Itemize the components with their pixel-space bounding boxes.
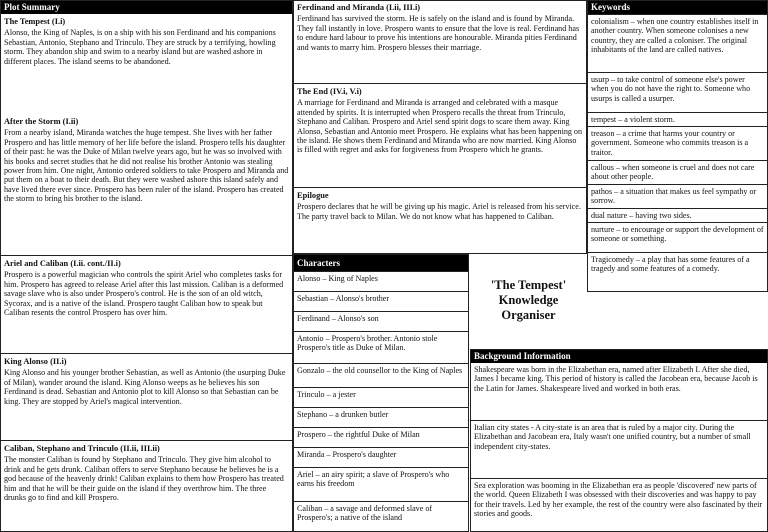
section-body: Prospero is a powerful magician who controls the spirit Ariel who completes tasks for him. Prospero has agreed to release Ariel after this last mission. Caliban is a deformed savage slave who is also under Prospero's control. He is the son of an old witch, Sycorax, and is a native of the island. Prospero taught Caliban how to speak but Caliban resents the control Prospero has over him.	[4, 270, 284, 318]
section-body: King Alonso and his younger brother Sebastian, as well as Antonio (the usurping Duke of Milan), wander around the island. King Alonso weeps as he believes his son Ferdinand is dead. Sebastian and Antonio plot to kill Alonso so that Sebastian can be king. They are stopped by Ariel's magical intervention.	[4, 368, 286, 406]
character-item: Gonzalo – the old counsellor to the King of Naples	[294, 363, 468, 387]
keyword-item: dual nature – having two sides.	[588, 208, 767, 222]
keywords-panel	[587, 0, 768, 292]
keyword-item: colonialism – when one country establishes itself in another country. When someone colonises a new country, they are called a coloniser. The original inhabitants of the land are called natives.	[588, 14, 767, 72]
section-body: From a nearby island, Miranda watches the huge tempest. She lives with her father Prospero and has little memory of her life before the island. Prospero tells his daughter of their past: he was the Duke of Milan twelve years ago, but he was so involved with his books and secret studies that he did not realise his brother Antonio was stealing power from him. One night, Antonio ordered soldiers to take Prospero and Miranda and put them on a boat to their death. But they were washed ashore this island safely and have lived there ever since. Prospero has been ruler of the island. Prospero has created the storm to bring his brother to the island.	[4, 128, 289, 204]
section-title: Ferdinand and Miranda (I.ii, III.i)	[297, 3, 421, 12]
section-title: King Alonso (II.i)	[4, 357, 67, 366]
background-item: Shakespeare was born in the Elizabethan era, named after Elizabeth I. After she died, James I became king. This period of history is called the Jacobean era, because Jacob is the Latin for James. Shakespeare lived and worked in both eras.	[474, 365, 758, 393]
keyword-item: pathos – a situation that makes us feel sympathy or sorrow.	[588, 184, 767, 208]
section-title: Caliban, Stephano and Trinculo (II.ii, III.ii)	[4, 444, 160, 453]
character-item: Prospero – the rightful Duke of Milan	[294, 427, 468, 447]
page-title	[470, 278, 587, 323]
keyword-item: Tragicomedy – a play that has some features of a tragedy and some features of a comedy.	[588, 252, 767, 292]
characters-header: Characters	[294, 255, 468, 271]
character-item: Miranda – Prospero's daughter	[294, 447, 468, 467]
plot-section-ariel-caliban	[1, 257, 292, 353]
background-panel	[470, 349, 768, 532]
section-body: A marriage for Ferdinand and Miranda is arranged and celebrated with a masque attended by spirits. It is interrupted when Prospero recalls the threat from Trinculo, Stephano and Caliban. Prospero and Ariel send spirit dogs to scare them away. King Alonso, Sebastian and Antonio meet Prospero. He explains what has been happening on the island. He shows them Ferdinand and Miranda who are now married. King Alonso is filled with regret and asks for forgiveness from Prospero which he grants.	[297, 98, 583, 155]
background-header: Background Information	[471, 350, 767, 363]
keyword-item: callous – when someone is cruel and does not care about other people.	[588, 160, 767, 184]
character-item: Trinculo – a jester	[294, 387, 468, 407]
section-title: The End (IV.i, V.i)	[297, 87, 362, 96]
section-title: Epilogue	[297, 191, 329, 200]
divider	[294, 83, 586, 84]
divider	[294, 187, 586, 188]
section-body: Prospero declares that he will be giving up his magic. Ariel is released from his service. The party travel back to Milan. We do not know what has happened to Caliban.	[297, 202, 581, 221]
character-item: Ariel – an airy spirit; a slave of Prospero's who earns his freedom	[294, 467, 468, 501]
plot-section-king-alonso	[1, 355, 292, 440]
keyword-item: usurp – to take control of someone else's power when you do not have the right to. Someone who usurps is called a usurper.	[588, 72, 767, 112]
title-line: 'The Tempest'	[490, 278, 567, 292]
plot-summary-header: Plot Summary	[1, 1, 292, 14]
title-line: Knowledge	[498, 293, 559, 307]
characters-panel	[293, 254, 469, 532]
keyword-item: tempest – a violent storm.	[588, 112, 767, 126]
section-body: Ferdinand has survived the storm. He is safely on the island and is found by Miranda. They fall instantly in love. Prospero wants to ensure that the love is real. Ferdinand has to endure hard labour to prove his intentions are honourable. Miranda pities Ferdinand and wants to marry him. Prospero blesses their marriage.	[297, 14, 580, 52]
plot-section-tempest	[1, 15, 292, 115]
section-body: Alonso, the King of Naples, is on a ship with his son Ferdinand and his companions Sebastian, Antonio, Stephano and Trinculo. They are struck by a terrifying, howling storm. They abandon ship and swim to a nearby island but are washed ashore in different places. The island seems to be abandoned.	[4, 28, 276, 66]
character-item: Caliban – a savage and deformed slave of Prospero's; a native of the island	[294, 501, 468, 532]
divider	[1, 440, 292, 441]
background-item: Sea exploration was booming in the Elizabethan era as people 'discovered' new parts of the world. Queen Elizabeth I was obsessed with their discoveries and was happy to pay for their travels. Led by her example, the rest of the country were also fascinated by their stories and goods.	[471, 478, 767, 532]
background-item: Italian city states - A city-state is an area that is ruled by a major city. During the Elizabethan and Jacobean era, Italy wasn't one unified country, but a number of small independent city-states.	[471, 420, 767, 478]
section-body: The monster Caliban is found by Stephano and Trinculo. They give him alcohol to drink and he gets drunk. Caliban offers to serve Stephano because he believes he is a god because of the heavenly drink! Caliban explains to them how Prospero has treated him and that he will be their guide on the island if they overthrow him. The three drunks go to find and kill Prospero.	[4, 455, 284, 503]
character-item: Antonio – Prospero's brother. Antonio stole Prospero's title as Duke of Milan.	[294, 331, 468, 363]
keyword-item: treason – a crime that harms your country or government. Someone who commits treason is a traitor.	[588, 126, 767, 160]
section-title: Ariel and Caliban (I.ii. cont./II.i)	[4, 259, 121, 268]
keywords-header: Keywords	[588, 1, 767, 14]
character-item: Alonso – King of Naples	[294, 271, 468, 291]
character-item: Stephano – a drunken butler	[294, 407, 468, 427]
divider	[1, 353, 292, 354]
plot-section-after-storm	[1, 115, 292, 255]
plot-continued-panel	[293, 0, 587, 254]
divider	[1, 255, 292, 256]
plot-section-ferdinand-miranda	[294, 1, 586, 83]
section-title: After the Storm (I.ii)	[4, 117, 79, 126]
character-item: Sebastian – Alonso's brother	[294, 291, 468, 311]
keyword-item: nurture – to encourage or support the development of someone or something.	[588, 222, 767, 252]
plot-section-the-end	[294, 85, 586, 186]
character-item: Ferdinand – Alonso's son	[294, 311, 468, 331]
title-line: Organiser	[501, 308, 556, 322]
plot-summary-panel	[0, 0, 293, 532]
plot-section-caliban-stephano-trinculo	[1, 442, 292, 532]
plot-section-epilogue	[294, 189, 586, 254]
section-title: The Tempest (I.i)	[4, 17, 66, 26]
